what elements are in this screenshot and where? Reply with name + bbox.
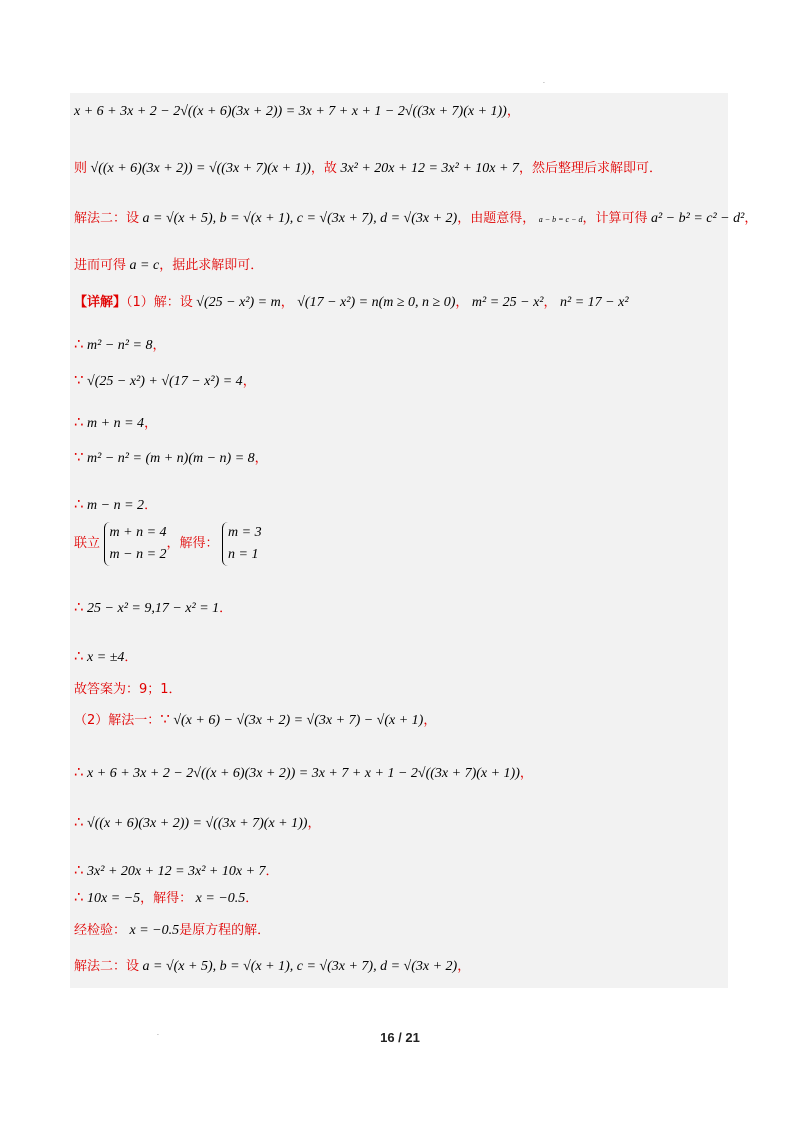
- math-expression: a = √(x + 5), b = √(x + 1), c = √(3x + 7), d = √(3x + 2): [142, 211, 458, 226]
- punctuation: ，: [144, 416, 158, 431]
- punctuation: ，: [455, 295, 469, 310]
- text: ，解得：: [166, 536, 219, 552]
- equation-line: [74, 100, 520, 120]
- text-line: [74, 291, 629, 311]
- math-expression: √((x + 6)(3x + 2)) = √((3x + 7)(x + 1)): [90, 161, 311, 176]
- text: 联立: [74, 536, 101, 552]
- equation-line: [74, 646, 137, 666]
- therefore-symbol: ∴: [74, 763, 84, 781]
- because-symbol: ∵: [160, 710, 170, 728]
- math-expression: m² − n² = (m + n)(m − n) = 8: [87, 451, 255, 466]
- text: 则: [74, 161, 88, 176]
- equation-line: [74, 597, 232, 617]
- math-expression: m = 3: [228, 525, 262, 540]
- math-expression: x = −0.5: [129, 923, 180, 938]
- math-expression: √(17 − x²) = n(m ≥ 0, n ≥ 0): [297, 295, 456, 310]
- scan-dot: .: [157, 1030, 159, 1037]
- text: ，解得：: [140, 891, 193, 906]
- equation-line: [74, 812, 320, 832]
- math-expression: 3x² + 20x + 12 = 3x² + 10x + 7: [340, 161, 519, 176]
- page-number: 16 / 21: [380, 1030, 420, 1045]
- text: （1）解：设: [126, 295, 193, 310]
- text-line: [74, 157, 662, 177]
- therefore-symbol: ∴: [74, 413, 84, 431]
- scan-dot: .: [543, 78, 545, 85]
- punctuation: ，: [744, 211, 758, 226]
- equation-line: [74, 494, 157, 514]
- equation-line: [74, 447, 268, 467]
- text: （2）解法一：: [74, 713, 161, 728]
- punctuation: ，: [543, 295, 557, 310]
- punctuation: ．: [124, 650, 138, 665]
- equation-line: [74, 412, 157, 432]
- math-expression: x = −0.5: [195, 891, 246, 906]
- punctuation: ，: [152, 338, 166, 353]
- math-expression: m² − n² = 8: [87, 338, 153, 353]
- equation-line: [74, 334, 165, 354]
- math-expression: √(25 − x²) = m: [196, 295, 281, 310]
- text: 进而可得: [74, 258, 127, 273]
- text-line: [74, 207, 757, 227]
- punctuation: ，: [519, 766, 533, 781]
- math-expression: 25 − x² = 9,17 − x² = 1: [87, 601, 220, 616]
- text: ，故: [310, 161, 337, 176]
- text: 解法二：设: [74, 959, 140, 974]
- equation-line: [74, 709, 436, 729]
- punctuation: ，: [242, 374, 256, 389]
- math-expression: √(25 − x²) + √(17 − x²) = 4: [87, 374, 243, 389]
- punctuation: ．: [265, 864, 279, 879]
- text: ，然后整理后求解即可．: [518, 161, 662, 176]
- math-expression: √((x + 6)(3x + 2)) = √((3x + 7)(x + 1)): [87, 816, 308, 831]
- text: ，计算可得: [582, 211, 648, 226]
- therefore-symbol: ∴: [74, 861, 84, 879]
- section-label: 【详解】: [74, 295, 127, 310]
- therefore-symbol: ∴: [74, 647, 84, 665]
- punctuation: ．: [144, 498, 158, 513]
- punctuation: ，: [506, 104, 520, 119]
- punctuation: ，: [280, 295, 294, 310]
- because-symbol: ∵: [74, 371, 84, 389]
- math-expression: x + 6 + 3x + 2 − 2√((x + 6)(3x + 2)) = 3x + 7 + x + 1 − 2√((3x + 7)(x + 1)): [87, 766, 520, 781]
- math-expression: m − n = 2: [87, 498, 145, 513]
- therefore-symbol: ∴: [74, 888, 84, 906]
- math-expression: m + n = 4: [87, 416, 145, 431]
- therefore-symbol: ∴: [74, 495, 84, 513]
- math-expression: √(x + 6) − √(3x + 2) = √(3x + 7) − √(x + 1): [173, 713, 424, 728]
- equation-line: [74, 370, 256, 390]
- equation-line: [74, 762, 533, 782]
- text-line: [74, 254, 263, 274]
- text: 是原方程的解．: [179, 923, 271, 938]
- math-expression: a = √(x + 5), b = √(x + 1), c = √(3x + 7), d = √(3x + 2): [142, 959, 458, 974]
- math-expression: 10x = −5: [87, 891, 141, 906]
- because-symbol: ∵: [74, 448, 84, 466]
- math-expression: m − n = 2: [109, 547, 167, 562]
- math-expression: n² = 17 − x²: [560, 295, 629, 310]
- text: 经检验：: [74, 923, 127, 938]
- text: ，据此求解即可．: [159, 258, 264, 273]
- therefore-symbol: ∴: [74, 598, 84, 616]
- text: ，由题意得，: [457, 211, 536, 226]
- math-expression: m + n = 4: [109, 525, 167, 540]
- equation-line: [74, 860, 279, 880]
- equation-line: [74, 887, 258, 907]
- math-expression: 3x² + 20x + 12 = 3x² + 10x + 7: [87, 864, 266, 879]
- therefore-symbol: ∴: [74, 813, 84, 831]
- math-expression: x + 6 + 3x + 2 − 2√((x + 6)(3x + 2)) = 3x + 7 + x + 1 − 2√((3x + 7)(x + 1)): [74, 104, 507, 119]
- answer-line: [74, 678, 182, 698]
- math-expression: a² − b² = c² − d²: [650, 211, 745, 226]
- text: 解法二：设: [74, 211, 140, 226]
- equation-system-line: [74, 522, 262, 566]
- text-line: [74, 955, 470, 975]
- equation-system: [222, 522, 262, 566]
- punctuation: ．: [245, 891, 259, 906]
- punctuation: ，: [457, 959, 471, 974]
- math-expression: a − b = c − d: [538, 215, 583, 224]
- punctuation: ，: [423, 713, 437, 728]
- therefore-symbol: ∴: [74, 335, 84, 353]
- math-expression: n = 1: [228, 547, 259, 562]
- punctuation: ．: [219, 601, 233, 616]
- math-expression: m² = 25 − x²: [471, 295, 544, 310]
- equation-system: [104, 522, 167, 566]
- punctuation: ，: [307, 816, 321, 831]
- punctuation: ，: [254, 451, 268, 466]
- text: 故答案为：9；1．: [74, 682, 182, 697]
- text-line: [74, 919, 270, 939]
- math-expression: a = c: [129, 258, 160, 273]
- math-expression: x = ±4: [87, 650, 125, 665]
